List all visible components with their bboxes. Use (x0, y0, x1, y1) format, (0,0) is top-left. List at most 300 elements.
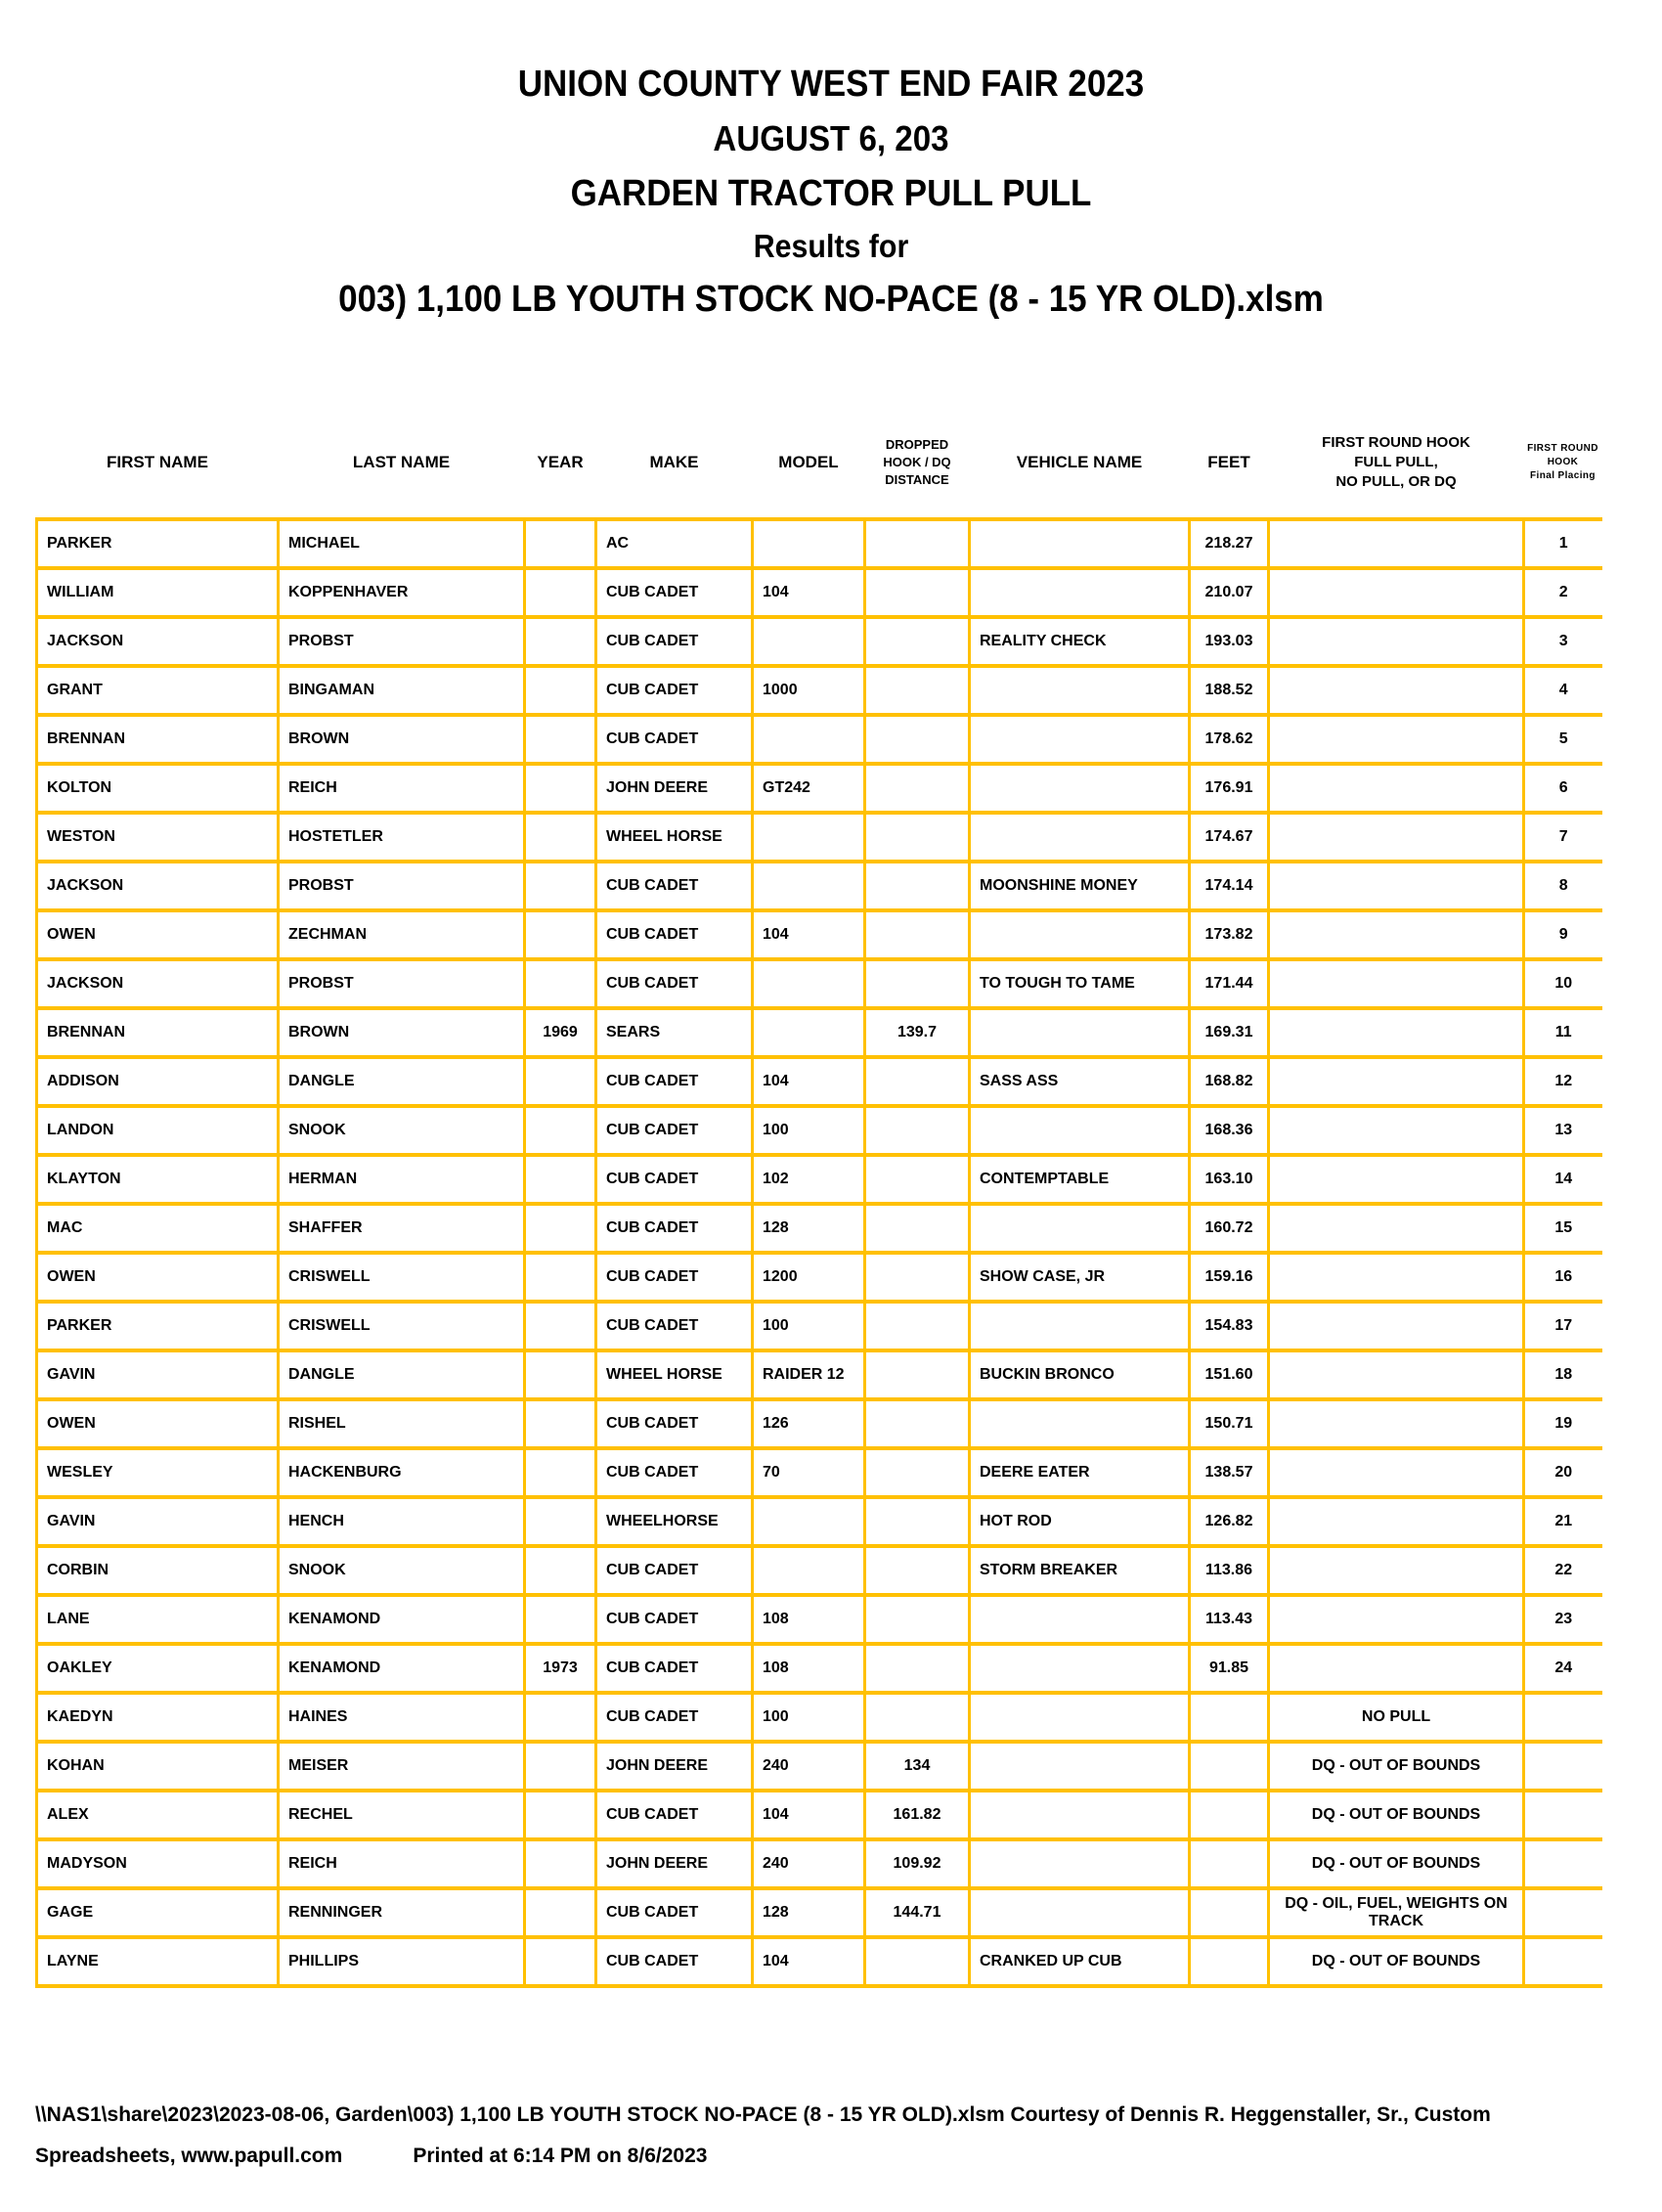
cell-dropped-distance (865, 715, 970, 764)
cell-first-name: LANE (37, 1595, 279, 1644)
cell-last-name: SNOOK (279, 1106, 525, 1155)
cell-vehicle-name: STORM BREAKER (970, 1546, 1190, 1595)
table-row (37, 910, 1602, 959)
cell-first-name: KLAYTON (37, 1155, 279, 1204)
cell-year (525, 1302, 596, 1350)
cell-placing: 12 (1524, 1057, 1602, 1106)
results-table (35, 411, 1602, 1988)
cell-placing: 10 (1524, 959, 1602, 1008)
cell-first-name: ADDISON (37, 1057, 279, 1106)
col-header-line: Final Placing (1530, 469, 1596, 481)
cell-last-name: BROWN (279, 1008, 525, 1057)
col-header-line: DISTANCE (885, 471, 949, 487)
table-row (37, 1791, 1602, 1839)
cell-last-name: DANGLE (279, 1057, 525, 1106)
cell-model: 104 (753, 1937, 865, 1986)
table-row (37, 862, 1602, 910)
table-row (37, 1448, 1602, 1497)
cell-model: 104 (753, 1057, 865, 1106)
cell-dropped-distance (865, 959, 970, 1008)
cell-dropped-distance (865, 764, 970, 813)
col-header-line: HOOK (1547, 456, 1579, 467)
cell-model (753, 617, 865, 666)
cell-dropped-distance (865, 1302, 970, 1350)
cell-hook-result (1269, 1546, 1524, 1595)
cell-placing (1524, 1742, 1602, 1791)
cell-make: CUB CADET (596, 617, 753, 666)
table-row (37, 666, 1602, 715)
cell-first-name: PARKER (37, 1302, 279, 1350)
cell-last-name: CRISWELL (279, 1253, 525, 1302)
cell-dropped-distance (865, 1546, 970, 1595)
cell-placing: 17 (1524, 1302, 1602, 1350)
cell-first-name: LAYNE (37, 1937, 279, 1986)
cell-make: CUB CADET (596, 1253, 753, 1302)
cell-dropped-distance: 109.92 (865, 1839, 970, 1888)
cell-make: CUB CADET (596, 1693, 753, 1742)
cell-vehicle-name (970, 910, 1190, 959)
cell-vehicle-name: TO TOUGH TO TAME (970, 959, 1190, 1008)
cell-year (525, 862, 596, 910)
cell-model (753, 862, 865, 910)
table-row (37, 1057, 1602, 1106)
cell-feet (1190, 1693, 1269, 1742)
cell-vehicle-name (970, 1644, 1190, 1693)
cell-dropped-distance: 144.71 (865, 1888, 970, 1937)
cell-last-name: BINGAMAN (279, 666, 525, 715)
cell-first-name: LANDON (37, 1106, 279, 1155)
cell-placing: 18 (1524, 1350, 1602, 1399)
cell-year (525, 813, 596, 862)
cell-model: GT242 (753, 764, 865, 813)
cell-hook-result (1269, 519, 1524, 568)
table-row (37, 1302, 1602, 1350)
cell-placing: 24 (1524, 1644, 1602, 1693)
cell-last-name: PROBST (279, 959, 525, 1008)
cell-first-name: JACKSON (37, 959, 279, 1008)
cell-make: CUB CADET (596, 1791, 753, 1839)
table-row (37, 1839, 1602, 1888)
cell-placing: 21 (1524, 1497, 1602, 1546)
col-header-make (596, 411, 753, 519)
cell-hook-result (1269, 1057, 1524, 1106)
cell-placing (1524, 1937, 1602, 1986)
cell-placing: 1 (1524, 519, 1602, 568)
cell-last-name: RISHEL (279, 1399, 525, 1448)
cell-year (525, 1253, 596, 1302)
cell-vehicle-name: HOT ROD (970, 1497, 1190, 1546)
cell-first-name: BRENNAN (37, 1008, 279, 1057)
cell-feet: 171.44 (1190, 959, 1269, 1008)
cell-feet: 168.82 (1190, 1057, 1269, 1106)
cell-hook-result: DQ - OUT OF BOUNDS (1269, 1791, 1524, 1839)
cell-vehicle-name (970, 1742, 1190, 1791)
cell-last-name: HENCH (279, 1497, 525, 1546)
col-header-line: FIRST ROUND HOOK (1322, 433, 1470, 451)
cell-model (753, 1008, 865, 1057)
cell-hook-result (1269, 813, 1524, 862)
cell-year (525, 1399, 596, 1448)
cell-dropped-distance: 139.7 (865, 1008, 970, 1057)
cell-first-name: KOLTON (37, 764, 279, 813)
cell-model: RAIDER 12 (753, 1350, 865, 1399)
cell-last-name: MICHAEL (279, 519, 525, 568)
cell-year (525, 1595, 596, 1644)
table-row (37, 1644, 1602, 1693)
cell-feet (1190, 1888, 1269, 1937)
cell-placing: 13 (1524, 1106, 1602, 1155)
cell-model: 128 (753, 1888, 865, 1937)
cell-placing: 16 (1524, 1253, 1602, 1302)
cell-make: WHEEL HORSE (596, 1350, 753, 1399)
cell-dropped-distance (865, 1204, 970, 1253)
col-header-feet (1190, 411, 1269, 519)
cell-dropped-distance (865, 1399, 970, 1448)
cell-make: CUB CADET (596, 1106, 753, 1155)
cell-feet: 160.72 (1190, 1204, 1269, 1253)
cell-vehicle-name (970, 1399, 1190, 1448)
cell-hook-result (1269, 1008, 1524, 1057)
cell-vehicle-name (970, 568, 1190, 617)
cell-placing: 23 (1524, 1595, 1602, 1644)
cell-hook-result: DQ - OUT OF BOUNDS (1269, 1742, 1524, 1791)
cell-feet: 218.27 (1190, 519, 1269, 568)
cell-first-name: KOHAN (37, 1742, 279, 1791)
cell-year (525, 1791, 596, 1839)
cell-year (525, 1693, 596, 1742)
col-header-placing (1524, 411, 1602, 519)
cell-hook-result (1269, 910, 1524, 959)
cell-make: CUB CADET (596, 1937, 753, 1986)
cell-placing: 8 (1524, 862, 1602, 910)
cell-feet: 113.43 (1190, 1595, 1269, 1644)
col-header-first-name (37, 411, 279, 519)
cell-model: 70 (753, 1448, 865, 1497)
cell-last-name: HAINES (279, 1693, 525, 1742)
cell-year (525, 617, 596, 666)
cell-feet (1190, 1839, 1269, 1888)
cell-placing: 3 (1524, 617, 1602, 666)
cell-hook-result (1269, 1644, 1524, 1693)
cell-first-name: ALEX (37, 1791, 279, 1839)
cell-year: 1973 (525, 1644, 596, 1693)
cell-vehicle-name (970, 1302, 1190, 1350)
cell-last-name: KENAMOND (279, 1644, 525, 1693)
table-row (37, 813, 1602, 862)
col-header-line: VEHICLE NAME (1016, 453, 1143, 471)
table-row (37, 1546, 1602, 1595)
table-row (37, 1253, 1602, 1302)
cell-hook-result (1269, 666, 1524, 715)
cell-dropped-distance (865, 813, 970, 862)
cell-make: JOHN DEERE (596, 764, 753, 813)
cell-make: CUB CADET (596, 1888, 753, 1937)
col-header-line: FULL PULL, (1354, 453, 1438, 470)
cell-placing: 7 (1524, 813, 1602, 862)
cell-dropped-distance (865, 1350, 970, 1399)
cell-make: CUB CADET (596, 1644, 753, 1693)
cell-hook-result (1269, 862, 1524, 910)
col-header-last-name (279, 411, 525, 519)
cell-vehicle-name: CRANKED UP CUB (970, 1937, 1190, 1986)
cell-hook-result (1269, 764, 1524, 813)
cell-last-name: PROBST (279, 617, 525, 666)
table-row (37, 1008, 1602, 1057)
cell-dropped-distance: 161.82 (865, 1791, 970, 1839)
cell-year (525, 1350, 596, 1399)
cell-placing: 22 (1524, 1546, 1602, 1595)
col-header-line: YEAR (537, 453, 584, 471)
cell-vehicle-name (970, 1888, 1190, 1937)
cell-make: CUB CADET (596, 1399, 753, 1448)
cell-placing: 19 (1524, 1399, 1602, 1448)
cell-model: 126 (753, 1399, 865, 1448)
col-header-line: MODEL (778, 453, 839, 471)
cell-last-name: RENNINGER (279, 1888, 525, 1937)
col-header-dropped-distance (865, 411, 970, 519)
cell-feet: 188.52 (1190, 666, 1269, 715)
cell-model: 108 (753, 1644, 865, 1693)
cell-vehicle-name (970, 1839, 1190, 1888)
cell-feet: 126.82 (1190, 1497, 1269, 1546)
cell-placing: 2 (1524, 568, 1602, 617)
cell-hook-result: NO PULL (1269, 1693, 1524, 1742)
cell-hook-result (1269, 715, 1524, 764)
cell-feet: 151.60 (1190, 1350, 1269, 1399)
cell-model (753, 715, 865, 764)
cell-last-name: DANGLE (279, 1350, 525, 1399)
cell-vehicle-name (970, 715, 1190, 764)
cell-model: 240 (753, 1742, 865, 1791)
cell-year (525, 1106, 596, 1155)
cell-feet: 173.82 (1190, 910, 1269, 959)
fair-title: UNION COUNTY WEST END FAIR 2023 (517, 64, 1145, 105)
cell-placing: 5 (1524, 715, 1602, 764)
cell-vehicle-name (970, 666, 1190, 715)
cell-dropped-distance (865, 910, 970, 959)
cell-dropped-distance (865, 1644, 970, 1693)
col-header-line: MAKE (649, 453, 699, 471)
cell-model: 104 (753, 568, 865, 617)
cell-last-name: KOPPENHAVER (279, 568, 525, 617)
cell-first-name: WESLEY (37, 1448, 279, 1497)
col-header-line: FIRST NAME (107, 453, 208, 471)
cell-vehicle-name (970, 1693, 1190, 1742)
cell-hook-result (1269, 1399, 1524, 1448)
cell-make: JOHN DEERE (596, 1742, 753, 1791)
cell-placing: 4 (1524, 666, 1602, 715)
cell-model (753, 1497, 865, 1546)
cell-vehicle-name: BUCKIN BRONCO (970, 1350, 1190, 1399)
cell-year (525, 1057, 596, 1106)
col-header-line: LAST NAME (352, 453, 451, 471)
cell-year (525, 910, 596, 959)
cell-last-name: REICH (279, 764, 525, 813)
cell-dropped-distance (865, 1937, 970, 1986)
cell-feet: 163.10 (1190, 1155, 1269, 1204)
cell-dropped-distance (865, 1497, 970, 1546)
footer-file-path-line: \\NAS1\share\2023\2023-08-06, Garden\003) 1,100 LB YOUTH STOCK NO-PACE (8 - 15 YR OLD).xlsm Courtesy of Dennis R. Heggenstaller, Sr., Custom (35, 2103, 1491, 2126)
cell-hook-result (1269, 1497, 1524, 1546)
cell-year (525, 1546, 596, 1595)
cell-placing: 20 (1524, 1448, 1602, 1497)
cell-dropped-distance: 134 (865, 1742, 970, 1791)
cell-last-name: SHAFFER (279, 1204, 525, 1253)
cell-make: AC (596, 519, 753, 568)
cell-make: CUB CADET (596, 568, 753, 617)
cell-feet (1190, 1791, 1269, 1839)
cell-hook-result (1269, 1106, 1524, 1155)
col-header-line: FIRST ROUND (1527, 442, 1598, 454)
cell-feet: 138.57 (1190, 1448, 1269, 1497)
cell-first-name: OWEN (37, 1399, 279, 1448)
cell-hook-result (1269, 568, 1524, 617)
cell-dropped-distance (865, 568, 970, 617)
cell-vehicle-name (970, 1595, 1190, 1644)
cell-hook-result: DQ - OUT OF BOUNDS (1269, 1839, 1524, 1888)
cell-hook-result: DQ - OUT OF BOUNDS (1269, 1937, 1524, 1986)
cell-year (525, 1839, 596, 1888)
cell-last-name: HACKENBURG (279, 1448, 525, 1497)
table-row (37, 1399, 1602, 1448)
cell-make: CUB CADET (596, 1546, 753, 1595)
cell-feet: 150.71 (1190, 1399, 1269, 1448)
cell-first-name: GAGE (37, 1888, 279, 1937)
table-row (37, 715, 1602, 764)
cell-make: CUB CADET (596, 910, 753, 959)
footer (35, 2095, 1633, 2177)
cell-model: 104 (753, 910, 865, 959)
cell-model (753, 1546, 865, 1595)
cell-vehicle-name (970, 519, 1190, 568)
table-row (37, 1204, 1602, 1253)
cell-feet: 169.31 (1190, 1008, 1269, 1057)
cell-dropped-distance (865, 862, 970, 910)
cell-dropped-distance (865, 1693, 970, 1742)
footer-website: Spreadsheets, www.papull.com (35, 2145, 343, 2167)
table-row (37, 519, 1602, 568)
cell-last-name: REICH (279, 1839, 525, 1888)
table-row (37, 1155, 1602, 1204)
cell-year (525, 519, 596, 568)
table-row (37, 1742, 1602, 1791)
title-block (0, 61, 1662, 323)
cell-vehicle-name: SASS ASS (970, 1057, 1190, 1106)
cell-make: CUB CADET (596, 1204, 753, 1253)
table-row (37, 959, 1602, 1008)
col-header-line: NO PULL, OR DQ (1335, 472, 1457, 490)
cell-model (753, 813, 865, 862)
cell-first-name: GAVIN (37, 1497, 279, 1546)
cell-feet: 154.83 (1190, 1302, 1269, 1350)
cell-last-name: SNOOK (279, 1546, 525, 1595)
cell-make: CUB CADET (596, 715, 753, 764)
cell-vehicle-name: CONTEMPTABLE (970, 1155, 1190, 1204)
cell-hook-result (1269, 1302, 1524, 1350)
cell-first-name: OWEN (37, 1253, 279, 1302)
cell-vehicle-name: MOONSHINE MONEY (970, 862, 1190, 910)
cell-model: 100 (753, 1302, 865, 1350)
table-row (37, 1595, 1602, 1644)
cell-vehicle-name: DEERE EATER (970, 1448, 1190, 1497)
col-header-hook-result (1269, 411, 1524, 519)
cell-model: 1000 (753, 666, 865, 715)
cell-last-name: CRISWELL (279, 1302, 525, 1350)
cell-year (525, 568, 596, 617)
cell-first-name: KAEDYN (37, 1693, 279, 1742)
cell-model: 100 (753, 1106, 865, 1155)
cell-model: 240 (753, 1839, 865, 1888)
cell-make: WHEELHORSE (596, 1497, 753, 1546)
cell-model (753, 959, 865, 1008)
table-row (37, 1693, 1602, 1742)
cell-year (525, 666, 596, 715)
cell-last-name: KENAMOND (279, 1595, 525, 1644)
cell-first-name: GAVIN (37, 1350, 279, 1399)
cell-year (525, 1155, 596, 1204)
cell-first-name: WILLIAM (37, 568, 279, 617)
cell-feet: 159.16 (1190, 1253, 1269, 1302)
cell-last-name: BROWN (279, 715, 525, 764)
cell-dropped-distance (865, 519, 970, 568)
cell-feet: 168.36 (1190, 1106, 1269, 1155)
cell-last-name: HERMAN (279, 1155, 525, 1204)
cell-first-name: OAKLEY (37, 1644, 279, 1693)
table-row (37, 764, 1602, 813)
table-body (37, 519, 1602, 1986)
cell-make: CUB CADET (596, 1448, 753, 1497)
cell-make: CUB CADET (596, 1595, 753, 1644)
cell-placing: 11 (1524, 1008, 1602, 1057)
cell-year (525, 764, 596, 813)
cell-dropped-distance (865, 666, 970, 715)
cell-placing (1524, 1888, 1602, 1937)
cell-make: JOHN DEERE (596, 1839, 753, 1888)
cell-vehicle-name (970, 813, 1190, 862)
cell-placing: 15 (1524, 1204, 1602, 1253)
cell-make: CUB CADET (596, 862, 753, 910)
table-row (37, 1888, 1602, 1937)
cell-feet: 91.85 (1190, 1644, 1269, 1693)
cell-hook-result (1269, 1595, 1524, 1644)
cell-model: 108 (753, 1595, 865, 1644)
cell-model: 128 (753, 1204, 865, 1253)
cell-feet: 113.86 (1190, 1546, 1269, 1595)
cell-year (525, 1448, 596, 1497)
cell-model: 100 (753, 1693, 865, 1742)
cell-hook-result (1269, 959, 1524, 1008)
event-name: GARDEN TRACTOR PULL PULL (570, 173, 1092, 214)
cell-year (525, 1497, 596, 1546)
cell-placing: 9 (1524, 910, 1602, 959)
cell-feet: 176.91 (1190, 764, 1269, 813)
cell-year (525, 959, 596, 1008)
cell-first-name: GRANT (37, 666, 279, 715)
cell-first-name: BRENNAN (37, 715, 279, 764)
cell-feet: 174.67 (1190, 813, 1269, 862)
cell-make: WHEEL HORSE (596, 813, 753, 862)
cell-placing (1524, 1693, 1602, 1742)
table-row (37, 568, 1602, 617)
cell-vehicle-name (970, 764, 1190, 813)
cell-first-name: MADYSON (37, 1839, 279, 1888)
results-document (0, 61, 1662, 2212)
cell-model: 102 (753, 1155, 865, 1204)
cell-feet: 178.62 (1190, 715, 1269, 764)
cell-year: 1969 (525, 1008, 596, 1057)
cell-vehicle-name: SHOW CASE, JR (970, 1253, 1190, 1302)
col-header-line: DROPPED (885, 436, 949, 452)
